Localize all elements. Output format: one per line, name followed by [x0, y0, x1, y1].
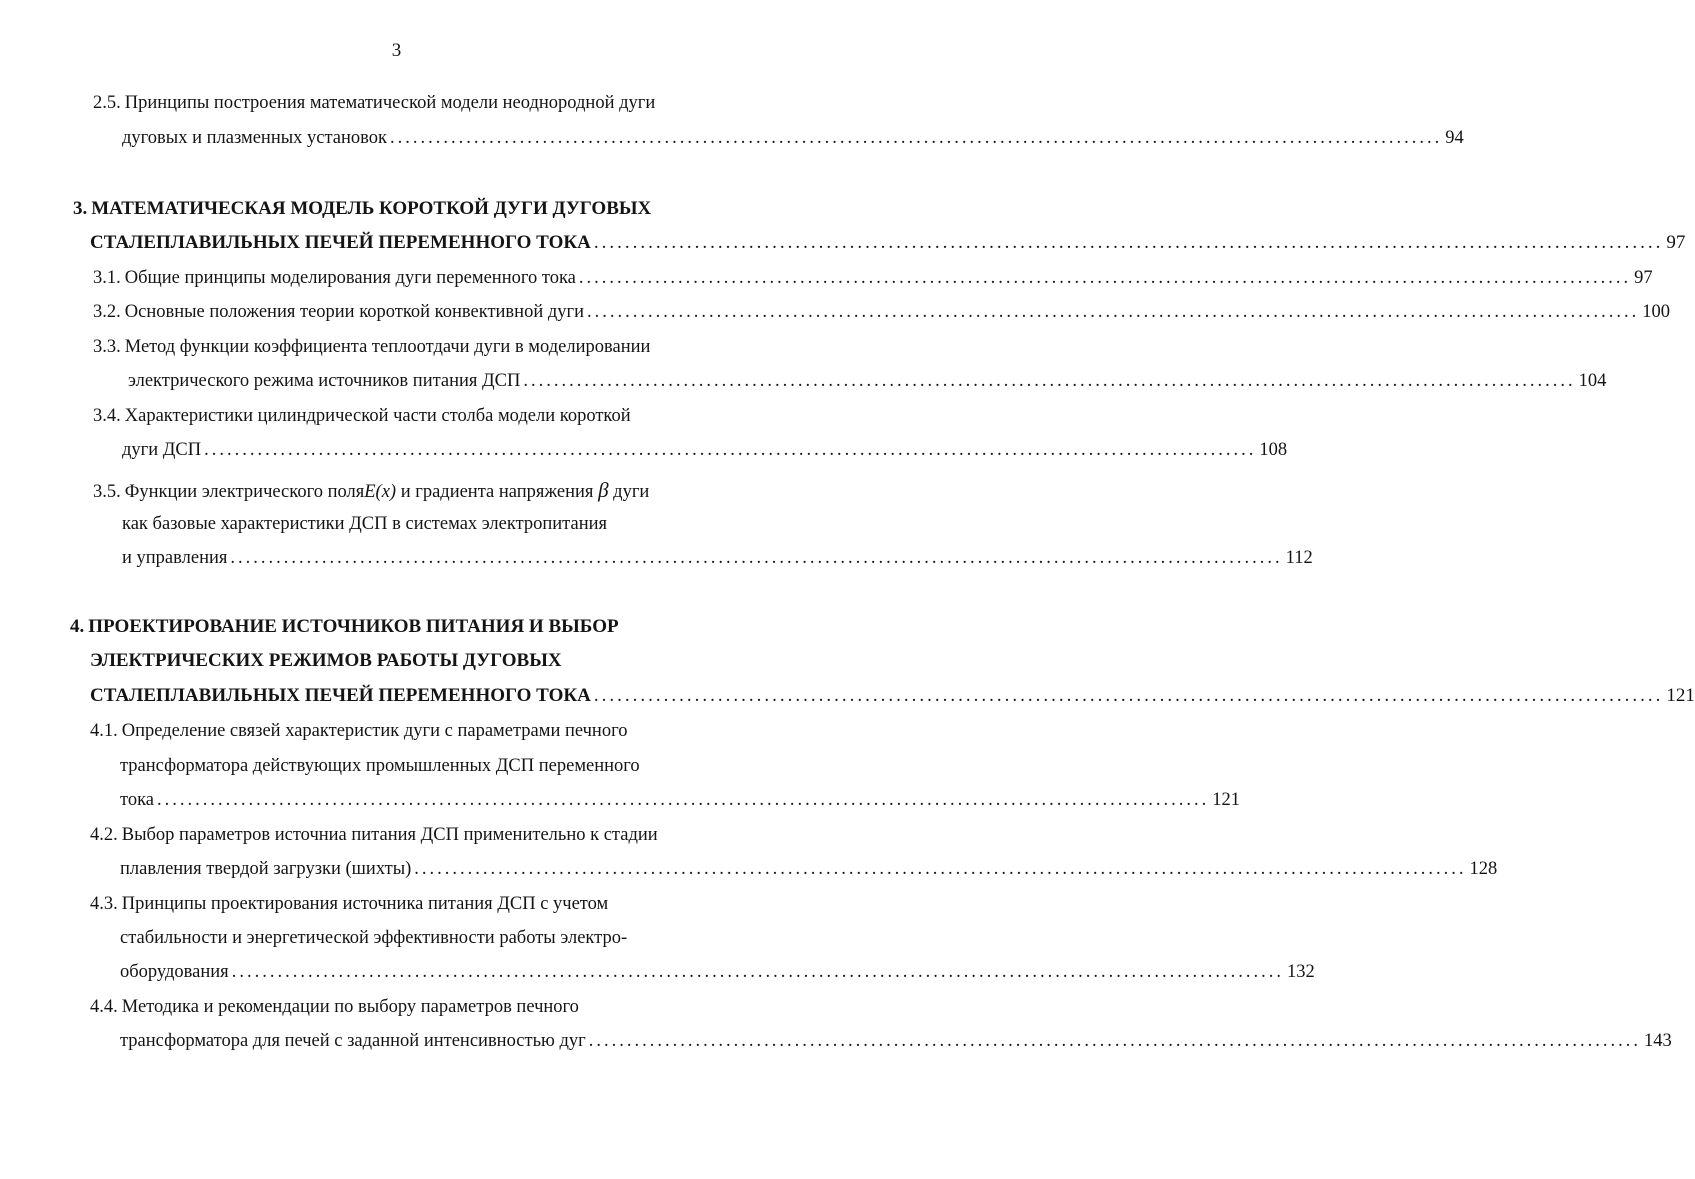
toc-entry-3-5-line3	[122, 545, 1313, 571]
toc-entry-4-4-line2	[120, 1028, 1672, 1054]
toc-page: 94	[1445, 128, 1464, 148]
toc-title: СТАЛЕПЛАВИЛЬНЫХ ПЕЧЕЙ ПЕРЕМЕННОГО ТОКА	[90, 685, 591, 706]
toc-leader: ..........................................................................................................................................	[578, 268, 1632, 288]
toc-page: 100	[1642, 302, 1670, 322]
toc-title: Методика и рекомендации по выбору параметров печного	[121, 997, 579, 1017]
toc-number: 3.1.	[93, 268, 121, 288]
toc-number: 4.	[70, 616, 85, 637]
math-symbol-beta: β	[598, 478, 609, 502]
toc-title: и градиента напряжения	[396, 482, 599, 502]
toc-leader: ..........................................................................................................................................	[587, 302, 1640, 322]
toc-title: ЭЛЕКТРИЧЕСКИХ РЕЖИМОВ РАБОТЫ ДУГОВЫХ	[90, 650, 562, 671]
toc-leader: ..........................................................................................................................................	[390, 128, 1443, 148]
toc-number: 3.2.	[93, 302, 121, 322]
toc-title: плавления твердой загрузки (шихты)	[120, 859, 412, 879]
toc-page: 112	[1285, 548, 1313, 568]
toc-title: стабильности и энергетической эффективности работы электро-	[120, 928, 628, 948]
toc-number: 3.	[73, 198, 88, 219]
toc-page: 97	[1634, 268, 1653, 288]
toc-title: дуговых и плазменных установок	[122, 128, 387, 148]
toc-leader: ..........................................................................................................................................	[593, 685, 1664, 706]
toc-title: СТАЛЕПЛАВИЛЬНЫХ ПЕЧЕЙ ПЕРЕМЕННОГО ТОКА	[90, 232, 591, 253]
toc-title: ПРОЕКТИРОВАНИЕ ИСТОЧНИКОВ ПИТАНИЯ И ВЫБОР	[88, 616, 619, 637]
toc-title: Определение связей характеристик дуги с параметрами печного	[121, 721, 628, 741]
toc-number: 3.5.	[93, 482, 121, 502]
toc-page: 104	[1578, 371, 1607, 391]
toc-number: 4.2.	[90, 825, 118, 845]
toc-title: оборудования	[120, 962, 229, 982]
page-number: 3	[391, 40, 402, 61]
toc-title: Метод функции коэффициента теплоотдачи дуги в моделировании	[124, 337, 651, 357]
toc-leader: ..........................................................................................................................................	[588, 1031, 1641, 1051]
toc-chapter-4-line3	[90, 683, 1695, 709]
toc-chapter-4-line1	[70, 614, 619, 640]
toc-page: 121	[1666, 685, 1695, 706]
toc-chapter-3-line2	[90, 230, 1686, 256]
toc-entry-3-3-line1	[93, 334, 650, 360]
toc-title: Основные положения теории короткой конвективной дуги	[124, 302, 584, 322]
toc-title: и управления	[122, 548, 228, 568]
math-expression-e-x: E(x)	[364, 482, 397, 502]
toc-title: дуги	[608, 482, 650, 502]
toc-title: тока	[120, 790, 155, 810]
toc-leader: ..........................................................................................................................................	[157, 790, 1210, 810]
toc-page: 128	[1469, 859, 1498, 879]
toc-leader: ..........................................................................................................................................	[204, 440, 1257, 460]
toc-number: 4.1.	[90, 721, 118, 741]
toc-page: 121	[1212, 790, 1241, 810]
toc-title: как базовые характеристики ДСП в системах электропитания	[122, 514, 608, 534]
toc-entry-4-1-line2	[120, 753, 640, 779]
toc-entry-4-2-line2	[120, 856, 1498, 882]
toc-page: 132	[1286, 962, 1315, 982]
toc-page: 108	[1259, 440, 1288, 460]
toc-entry-2-5-line2	[122, 125, 1464, 151]
toc-entry-3-2	[93, 299, 1670, 325]
toc-title: МАТЕМАТИЧЕСКАЯ МОДЕЛЬ КОРОТКОЙ ДУГИ ДУГОВЫХ	[91, 198, 652, 219]
toc-entry-3-5-line1	[93, 477, 649, 503]
toc-title: Принципы построения математической модели неоднородной дуги	[124, 93, 656, 113]
toc-title: электрического режима источников питания ДСП	[128, 371, 521, 391]
toc-leader: ..........................................................................................................................................	[231, 962, 1284, 982]
toc-entry-4-3-line3	[120, 959, 1315, 985]
toc-entry-4-1-line1	[90, 718, 627, 744]
toc-entry-4-1-line3	[120, 787, 1241, 813]
toc-entry-3-5-line2	[122, 511, 607, 537]
toc-title: Выбор параметров источниа питания ДСП применительно к стадии	[121, 825, 658, 845]
toc-page: 97	[1666, 232, 1686, 253]
toc-leader: ..........................................................................................................................................	[230, 548, 1283, 568]
toc-chapter-4-line2	[90, 648, 562, 674]
toc-entry-4-3-line2	[120, 925, 627, 951]
toc-number: 2.5.	[93, 93, 121, 113]
toc-entry-3-4-line1	[93, 403, 631, 429]
toc-leader: ..........................................................................................................................................	[414, 859, 1467, 879]
toc-entry-2-5-line1	[93, 90, 655, 116]
toc-entry-3-4-line2	[122, 437, 1288, 463]
toc-title: трансформатора для печей с заданной интенсивностью дуг	[120, 1031, 586, 1051]
toc-leader: ..........................................................................................................................................	[593, 232, 1664, 253]
toc-number: 3.4.	[93, 406, 121, 426]
toc-title: Характеристики цилиндрической части столба модели короткой	[124, 406, 631, 426]
toc-title: трансформатора действующих промышленных ДСП переменного	[120, 756, 640, 776]
toc-entry-4-4-line1	[90, 994, 579, 1020]
toc-entry-3-1	[93, 265, 1653, 291]
toc-number: 4.4.	[90, 997, 118, 1017]
toc-page: 143	[1643, 1031, 1672, 1051]
toc-entry-4-2-line1	[90, 822, 658, 848]
toc-title: дуги ДСП	[122, 440, 202, 460]
toc-number: 4.3.	[90, 894, 118, 914]
toc-entry-4-3-line1	[90, 891, 608, 917]
toc-entry-3-3-line2	[128, 368, 1607, 394]
toc-title: Общие принципы моделирования дуги переменного тока	[124, 268, 576, 288]
toc-title: Принципы проектирования источника питания ДСП с учетом	[121, 894, 609, 914]
toc-chapter-3-line1	[73, 196, 651, 222]
toc-leader: ..........................................................................................................................................	[523, 371, 1576, 391]
toc-number: 3.3.	[93, 337, 121, 357]
toc-title: Функции электрического поля	[124, 482, 365, 502]
